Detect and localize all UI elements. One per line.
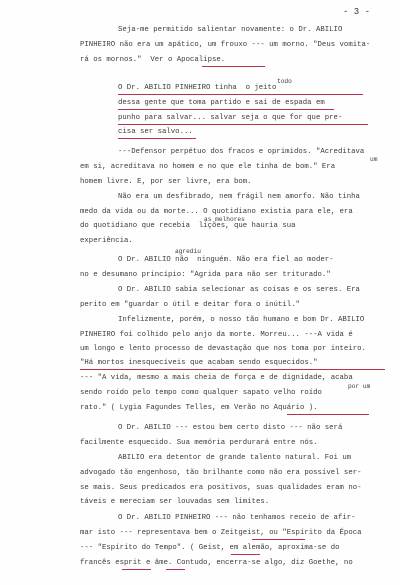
text-line: do quotidiano que recebia lições, que hauria sua: [80, 222, 296, 230]
text-line: PINHEIRO não era um apático, um frouxo --- um morno. "Deus vomita-: [80, 41, 371, 49]
text-line: --- "A vida, mesmo a mais cheia de força e de dignidade, acaba: [80, 374, 353, 382]
underline: [118, 109, 334, 110]
text-line: advogado tão engenhoso, tão brilhante como não era possível ser-: [80, 469, 362, 477]
text-line: se mais. Seus predicados era positivos, suas qualidades eram no-: [80, 484, 362, 492]
text-line: homem livre. E, por ser livre, era bom.: [80, 178, 252, 186]
underline-verao-no-aquario: [287, 414, 369, 415]
handwritten-insertion: agrediu: [175, 248, 201, 255]
underline-esprit: [122, 569, 151, 570]
text-line: Seja-me permitido salientar novamente: o Dr. ABILIO: [118, 26, 343, 34]
handwritten-insertion: as melhores: [204, 216, 245, 223]
text-line: O Dr. ABILIO --- estou bem certo disto --- não será: [118, 424, 343, 432]
text-line: cisa ser salvo...: [118, 128, 193, 136]
text-line: rá os mornos." Ver o Apocalipse.: [80, 56, 226, 64]
text-line: O Dr. ABILIO PINHEIRO tinha o jeito: [118, 84, 277, 92]
text-line: facilmente esquecido. Sua memória perdurará entre nós.: [80, 439, 318, 447]
text-line: francês esprit e âme. Contudo, encerra-se algo, diz Goethe, no: [80, 559, 353, 567]
text-line: mar isto --- representava bem o Zeitgeist, ou "Espírito da Época: [80, 529, 362, 537]
text-line: "Há mortos inesquecíveis que acabam sendo esquecidos.": [80, 359, 318, 367]
underline-zeitgeist: [252, 539, 305, 540]
page-number: - 3 -: [343, 7, 371, 17]
text-line: medo da vida ou da morte... O quotidiano existia para ele, era: [80, 208, 353, 216]
underline-geist: [231, 554, 260, 555]
underline: [118, 138, 196, 139]
text-line: táveis e mereciam ser louvadas sem limites.: [80, 498, 270, 506]
text-line: rato." ( Lygia Fagundes Telles, em Verão no Aquário ).: [80, 404, 318, 412]
text-line: um longo e lento processo de devastação que nos toma por inteiro.: [80, 345, 366, 353]
text-line: ABILIO era detentor de grande talento natural. Foi um: [118, 454, 352, 462]
text-line: O Dr. ABILIO PINHEIRO --- não tenhamos receio de afir-: [118, 514, 356, 522]
underline: [118, 124, 368, 125]
text-line: experiência.: [80, 237, 133, 245]
text-line: PINHEIRO foi colhido pelo anjo da morte. Morreu... ---A vida é: [80, 331, 353, 339]
text-line: O Dr. ABILIO sabia selecionar as coisas e os seres. Era: [118, 286, 360, 294]
text-line: Não era um desfibrado, nem frágil nem amorfo. Não tinha: [118, 193, 360, 201]
text-line: no e desumano princípio: "Agrida para não ser triturado.": [80, 271, 331, 279]
handwritten-insertion: todo: [277, 78, 292, 85]
text-line: perito em "guardar o útil e deitar fora o inútil.": [80, 301, 300, 309]
underline: [80, 369, 385, 370]
underline-ame: [166, 569, 185, 570]
text-line: ---Defensor perpétuo dos fracos e oprimidos. "Acreditava: [118, 148, 365, 156]
underline-apocalipse: [202, 66, 265, 67]
text-line: sendo roído pelo tempo como qualquer sapato velho roído: [80, 389, 322, 397]
text-line: Infelizmente, porém, o nosso tão humano e bom Dr. ABILIO: [118, 316, 365, 324]
underline: [118, 94, 363, 95]
handwritten-insertion: um: [370, 156, 378, 163]
text-line: dessa gente que toma partido e sai de espada em: [118, 99, 325, 107]
handwritten-insertion: por um: [348, 383, 371, 390]
text-line: --- "Espírito do Tempo". ( Geist, em alemão, aproxima-se do: [80, 544, 340, 552]
text-line: O Dr. ABILIO não ninguém. Não era fiel ao moder-: [118, 256, 334, 264]
text-line: em si, acreditava no homem e no que ele tinha de bom." Era: [80, 163, 336, 171]
text-line: punho para salvar... salvar seja o que for que pre-: [118, 114, 343, 122]
